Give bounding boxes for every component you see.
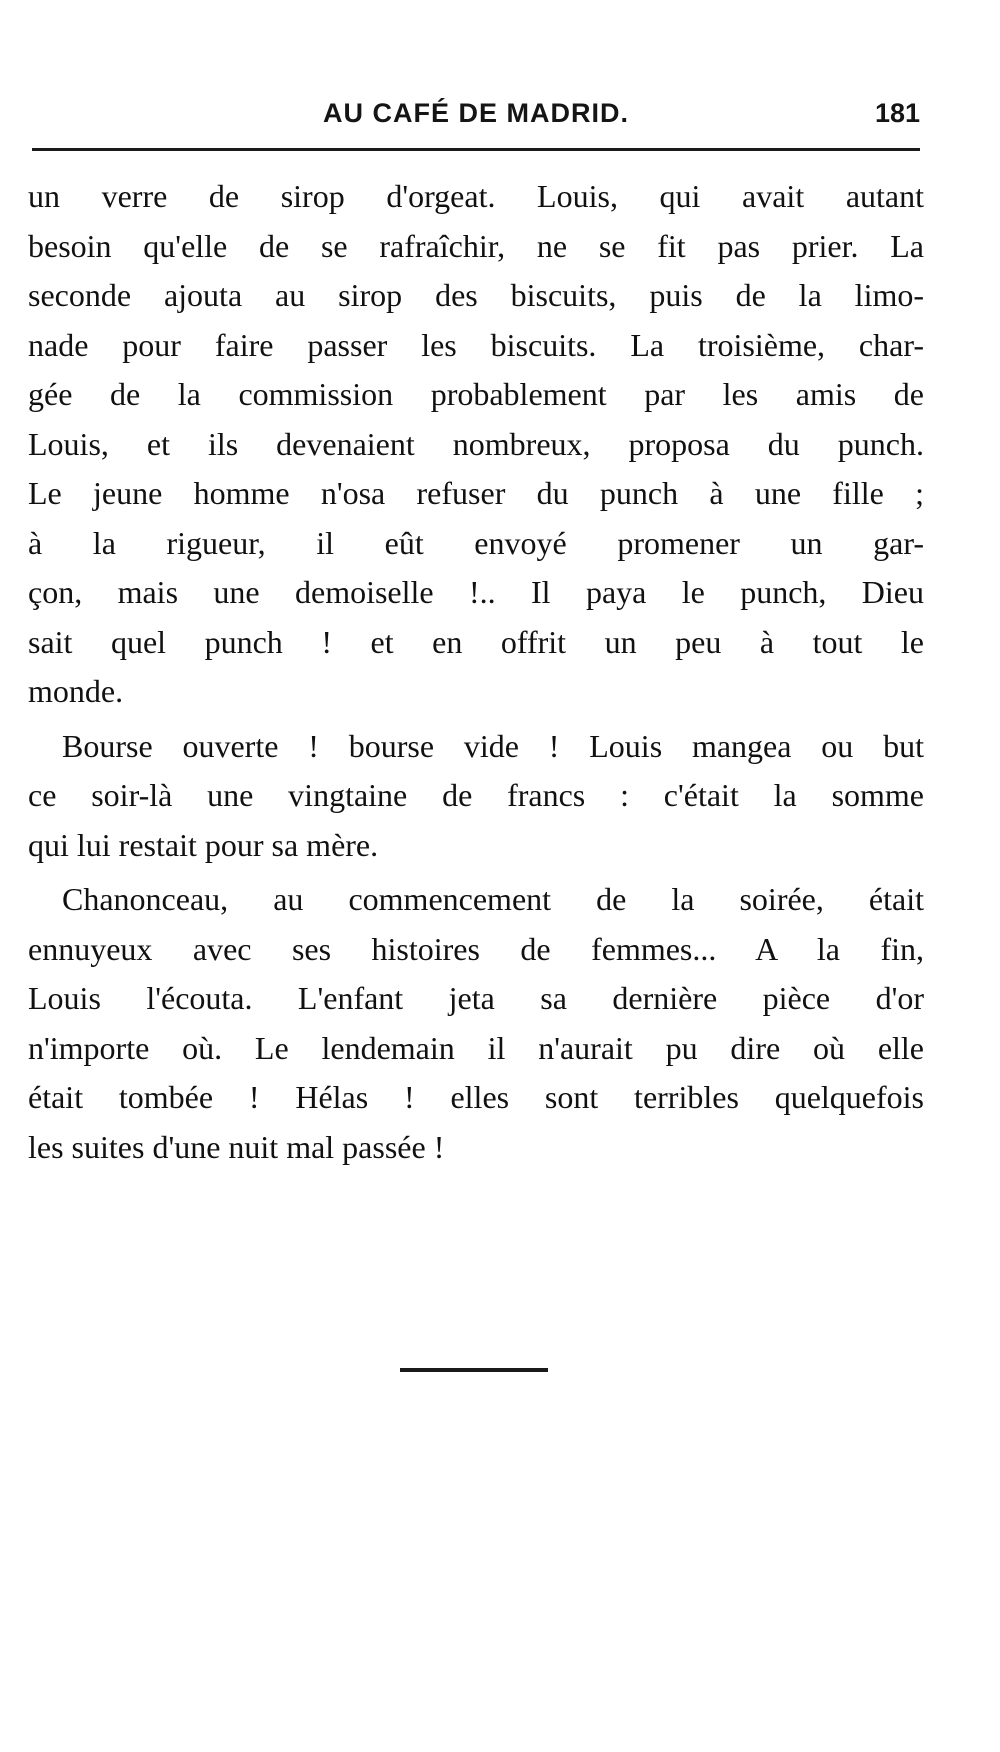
text-line: Bourse ouverte ! bourse vide ! Louis mangea ou but [62,727,924,764]
text-line: était tombée ! Hélas ! elles sont terribles quelquefois [28,1079,924,1115]
text-line: Louis l'écouta. L'enfant jeta sa dernière pièce d'or [28,980,924,1016]
text-line: un verre de sirop d'orgeat. Louis, qui avait autant [28,178,924,214]
end-of-chapter-rule [400,1368,548,1372]
text-line: monde. [28,673,124,709]
text-line: besoin qu'elle de se rafraîchir, ne se fit pas prier. La [28,227,924,264]
running-header [32,98,920,138]
text-line: seconde ajouta au sirop des biscuits, puis de la limo- [28,277,924,313]
text-line: Louis, et ils devenaient nombreux, proposa du punch. [28,425,924,462]
text-line: les suites d'une nuit mal passée ! [28,1128,445,1165]
text-line: ennuyeux avec ses histoires de femmes... A la fin, [28,930,924,967]
text-line: à la rigueur, il eût envoyé promener un gar- [28,524,924,561]
text-line: Le jeune homme n'osa refuser du punch à une fille ; [28,475,924,511]
paragraph-1 [28,172,924,717]
text-line: çon, mais une demoiselle !.. Il paya le punch, Dieu [28,574,924,610]
page-number: 181 [874,98,920,128]
body-text [28,172,924,1172]
running-title: AU CAFÉ DE MADRID. [323,98,629,128]
text-line: sait quel punch ! et en offrit un peu à tout le [28,623,924,660]
text-line: n'importe où. Le lendemain il n'aurait pu dire où elle [28,1029,924,1066]
text-line: qui lui restait pour sa mère. [28,826,379,863]
paragraph-3 [28,875,924,1172]
paragraph-2 [28,722,924,871]
text-line: nade pour faire passer les biscuits. La troisième, char- [28,326,924,363]
text-line: ce soir-là une vingtaine de francs : c'était la somme [28,777,924,813]
header-rule [32,148,920,151]
text-line: Chanonceau, au commencement de la soirée, était [62,881,924,917]
text-line: gée de la commission probablement par les amis de [28,376,924,412]
